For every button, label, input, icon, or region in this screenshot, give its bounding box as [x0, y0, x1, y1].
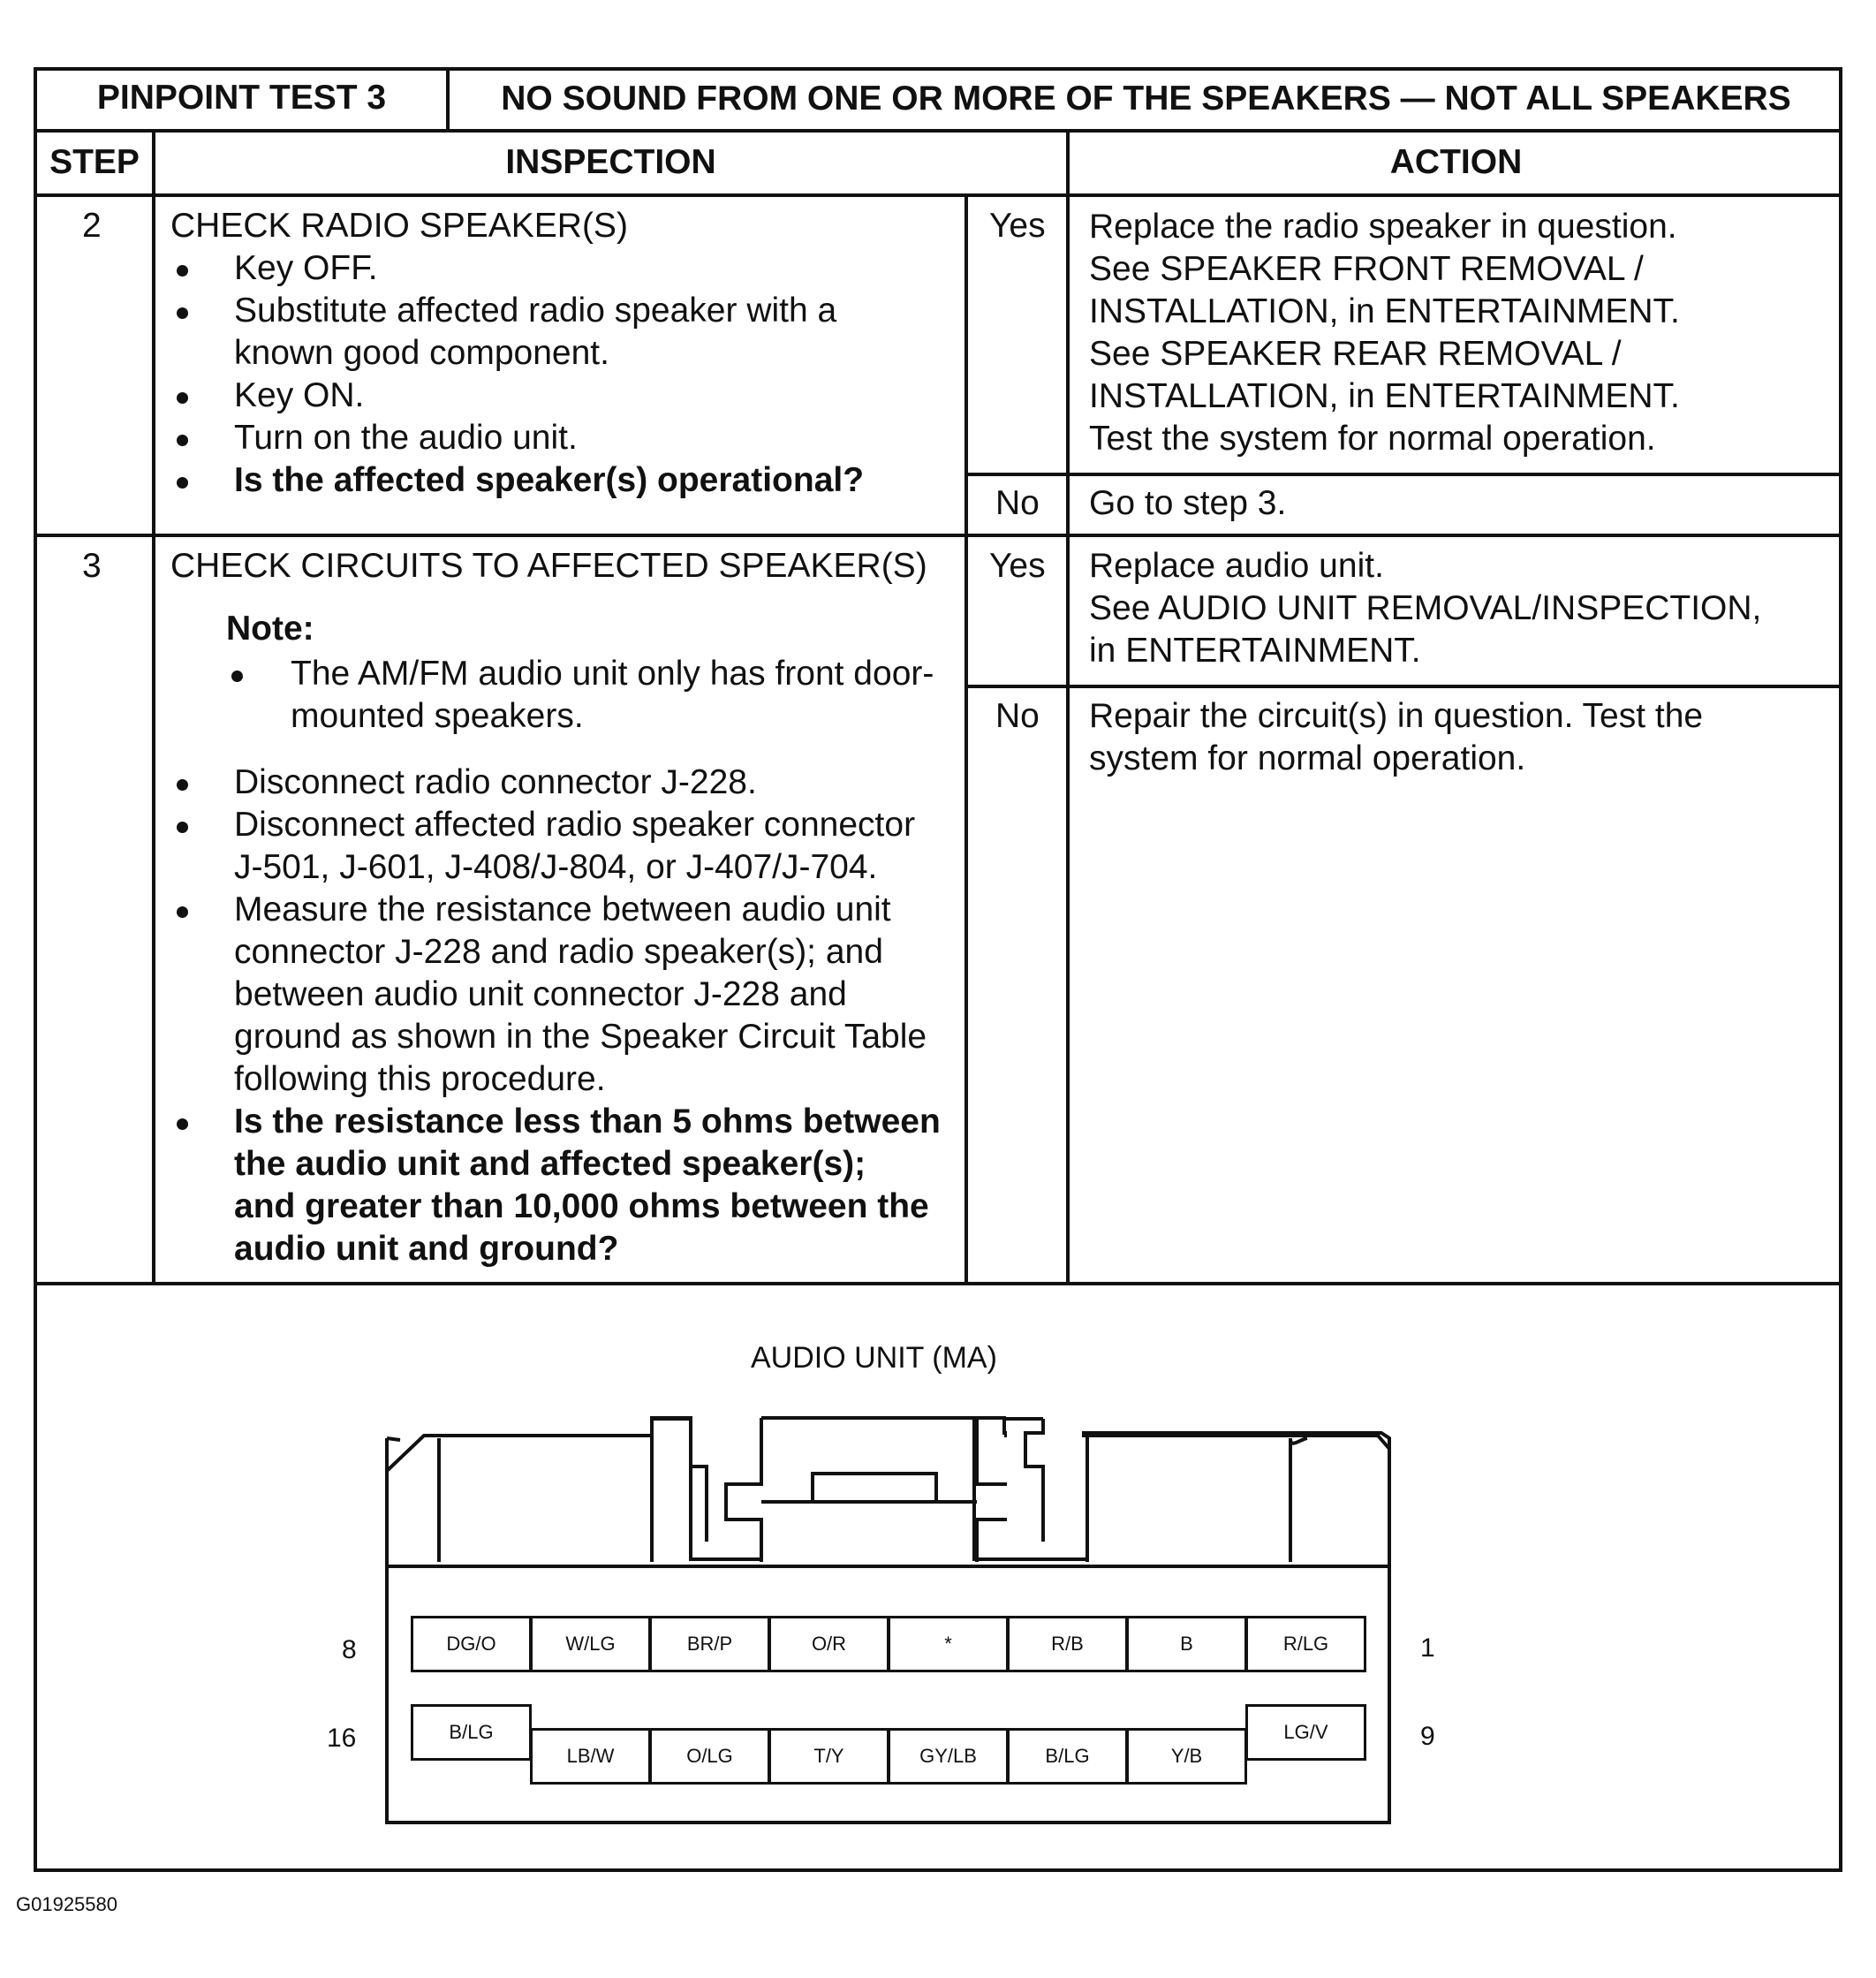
- figure-id: G01925580: [16, 1893, 117, 1915]
- inspection-bullet: Key ON.: [234, 376, 365, 414]
- pin-number-left-top: 8: [342, 1635, 357, 1664]
- yes-action-line: INSTALLATION, in ENTERTAINMENT.: [1089, 377, 1680, 415]
- inspection-bullet: Key OFF.: [234, 249, 378, 287]
- no-action-line: Repair the circuit(s) in question. Test the: [1089, 697, 1704, 735]
- pin-cavity: T/Y: [768, 1730, 889, 1785]
- step-title: CHECK RADIO SPEAKER(S): [170, 207, 628, 245]
- pin-cavity: R/B: [1007, 1616, 1128, 1672]
- yes-action-line: See AUDIO UNIT REMOVAL/INSPECTION,: [1089, 589, 1762, 627]
- pin-cavity: O/LG: [649, 1730, 770, 1785]
- inspection-question-continued: the audio unit and affected speaker(s);: [234, 1145, 866, 1183]
- yes-action-line: INSTALLATION, in ENTERTAINMENT.: [1089, 292, 1680, 330]
- yes-action-line: See SPEAKER FRONT REMOVAL /: [1089, 250, 1644, 288]
- inspection-bullet-continued: following this procedure.: [234, 1060, 606, 1098]
- yes-label: Yes: [989, 207, 1046, 245]
- step-number: 2: [82, 207, 102, 245]
- yes-label: Yes: [989, 547, 1046, 585]
- pin-number-right-top: 1: [1420, 1633, 1435, 1663]
- no-action-line: Go to step 3.: [1089, 484, 1287, 522]
- pin-number-left-bottom: 16: [327, 1724, 357, 1753]
- inspection-question: Is the resistance less than 5 ohms between: [234, 1103, 941, 1141]
- test-label: PINPOINT TEST 3: [96, 79, 387, 117]
- inspection-bullet: Substitute affected radio speaker with a: [234, 292, 837, 330]
- yes-action-line: Test the system for normal operation.: [1089, 420, 1656, 458]
- yes-action-line: Replace audio unit.: [1089, 547, 1384, 585]
- pin-cavity: Y/B: [1126, 1730, 1247, 1785]
- pin-cavity: B: [1126, 1616, 1247, 1672]
- inspection-bullet: Turn on the audio unit.: [234, 419, 578, 457]
- inspection-question-continued: and greater than 10,000 ohms between the: [234, 1187, 929, 1225]
- yes-action-line: See SPEAKER REAR REMOVAL /: [1089, 335, 1622, 373]
- column-action: ACTION: [1389, 143, 1523, 181]
- pin-cavity: O/R: [768, 1616, 889, 1672]
- pin-row-divider: [530, 1728, 1247, 1731]
- note-label: Note:: [226, 610, 314, 648]
- no-label: No: [995, 484, 1040, 522]
- pin-number-right-bottom: 9: [1420, 1722, 1435, 1751]
- inspection-question-continued: audio unit and ground?: [234, 1230, 619, 1268]
- inspection-bullet-continued: between audio unit connector J-228 and: [234, 975, 847, 1013]
- note-line-continued: mounted speakers.: [291, 697, 584, 735]
- inspection-bullet-continued: known good component.: [234, 334, 609, 372]
- inspection-bullet: Disconnect radio connector J-228.: [234, 763, 757, 801]
- pin-cavity: *: [888, 1616, 1009, 1672]
- yes-action-line: Replace the radio speaker in question.: [1089, 208, 1677, 246]
- pin-cavity: R/LG: [1245, 1616, 1366, 1672]
- inspection-bullet-continued: ground as shown in the Speaker Circuit Table: [234, 1018, 927, 1056]
- pin-cavity: DG/O: [411, 1616, 532, 1672]
- note-line: The AM/FM audio unit only has front door-: [291, 655, 934, 693]
- inspection-bullet: Measure the resistance between audio unit: [234, 890, 891, 928]
- no-label: No: [995, 697, 1040, 735]
- pin-cavity: B/LG: [1007, 1730, 1128, 1785]
- step-title: CHECK CIRCUITS TO AFFECTED SPEAKER(S): [170, 547, 927, 585]
- no-action-line: system for normal operation.: [1089, 739, 1526, 777]
- pin-cavity: BR/P: [649, 1616, 770, 1672]
- yes-action-line: in ENTERTAINMENT.: [1089, 632, 1421, 670]
- pin-cavity: B/LG: [411, 1704, 532, 1761]
- inspection-bullet: Disconnect affected radio speaker connector: [234, 806, 916, 844]
- inspection-bullet-continued: J-501, J-601, J-408/J-804, or J-407/J-704.: [234, 848, 878, 886]
- step-number: 3: [82, 547, 102, 585]
- column-inspection: INSPECTION: [505, 143, 716, 181]
- pin-cavity: W/LG: [530, 1616, 651, 1672]
- connector-title: AUDIO UNIT (MA): [751, 1341, 997, 1375]
- pin-cavity: LB/W: [530, 1730, 651, 1785]
- column-step: STEP: [49, 143, 140, 181]
- pin-cavity: GY/LB: [888, 1730, 1009, 1785]
- inspection-bullet-continued: connector J-228 and radio speaker(s); and: [234, 933, 883, 971]
- inspection-question: Is the affected speaker(s) operational?: [234, 461, 865, 499]
- test-title: NO SOUND FROM ONE OR MORE OF THE SPEAKERS — NOT ALL SPEAKERS: [501, 80, 1791, 117]
- pin-cavity: LG/V: [1245, 1704, 1366, 1761]
